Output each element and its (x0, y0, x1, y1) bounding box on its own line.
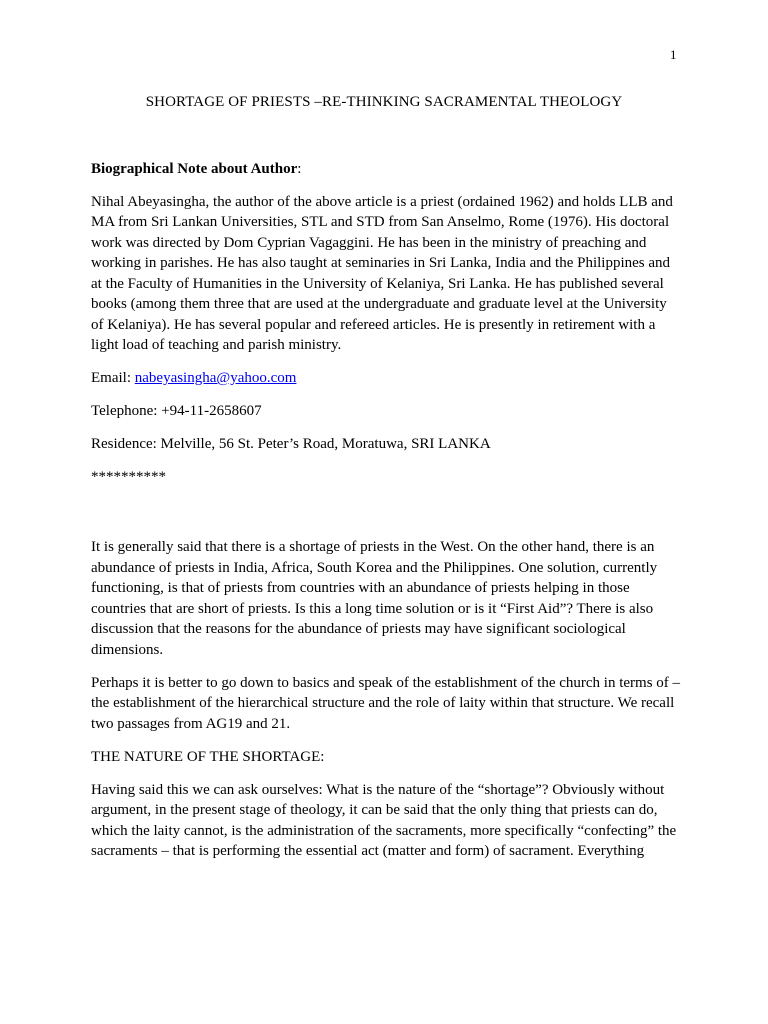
email-label: Email: (91, 370, 135, 386)
page-number: 1 (670, 47, 677, 62)
bio-heading-colon: : (297, 161, 302, 177)
residence-line: Residence: Melville, 56 St. Peter’s Road, Moratuwa, SRI LANKA (91, 436, 491, 452)
body-paragraph-2: Perhaps it is better to go down to basics and speak of the establishment of the church in terms of – the establishment of the hierarchical structure and the role of laity within that structure. We recall two passages from AG19 and 21. (91, 674, 681, 732)
bio-paragraph: Nihal Abeyasingha, the author of the above article is a priest (ordained 1962) and holds LLB and MA from Sri Lankan Universities, STL and STD from San Anselmo, Rome (1976). His doctoral work was directed by Dom Cyprian Vagaggini. He has been in the ministry of preaching and working in parishes. He has also taught at seminaries in Sri Lanka, India and the Philippines and at the Faculty of Humanities in the University of Kelaniya, Sri Lanka. He has published several books (among them three that are used at the undergraduate and graduate level at the University of Kelaniya). He has several popular and refereed articles. He is presently in retirement with a light load of teaching and parish ministry. (91, 193, 673, 353)
separator-line: ********** (91, 469, 166, 485)
bio-heading (91, 159, 681, 180)
document-content (91, 159, 681, 874)
email-line (91, 368, 681, 389)
bio-heading-text: Biographical Note about Author (91, 161, 298, 177)
section-heading: THE NATURE OF THE SHORTAGE: (91, 748, 325, 765)
telephone-line: Telephone: +94-11-2658607 (91, 403, 262, 419)
spacer (91, 500, 681, 537)
document-title: SHORTAGE OF PRIESTS –RE-THINKING SACRAMENTAL THEOLOGY (145, 94, 623, 110)
body-paragraph-1: It is generally said that there is a shortage of priests in the West. On the other hand, there is an abundance of priests in India, Africa, South Korea and the Philippines. One solution, currently functioning, is that of priests from countries with an abundance of priests helping in those countries that are short of priests. Is this a long time solution or is it “First Aid”? There is also discussion that the reasons for the abundance of priests may have significant sociological dimensions. (91, 539, 658, 658)
email-link[interactable]: nabeyasingha@yahoo.com (134, 370, 297, 386)
body-paragraph-3: Having said this we can ask ourselves: What is the nature of the “shortage”? Obviously without argument, in the present stage of theology, it can be said that the only thing that priests can do, which the laity cannot, is the administration of the sacraments, more specifically “confecting” the sacraments – that is performing the essential act (matter and form) of sacrament. Everything (91, 781, 677, 859)
